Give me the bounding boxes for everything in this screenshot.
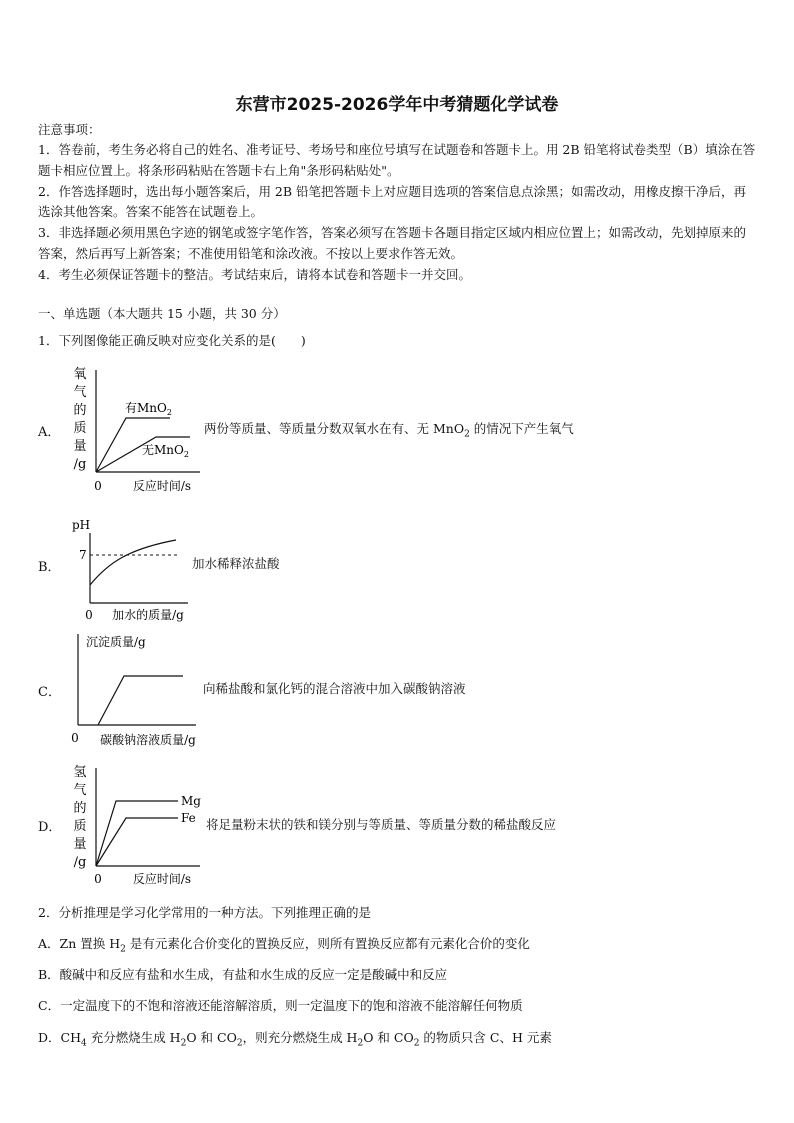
y-axis-label: 氧 (73, 367, 87, 382)
y-axis-label: 氢 (73, 765, 87, 780)
x-axis-label: 加水的质量/g (112, 608, 184, 622)
question-2-stem: 2．分析推理是学习化学常用的一种方法。下列推理正确的是 (38, 905, 371, 920)
option-a-graph (60, 362, 210, 497)
y-axis-label: 沉淀质量/g (86, 635, 146, 649)
curve-label-with-mno2: 有MnO$_2$ (125, 401, 172, 417)
x-axis-label: 反应时间/s (132, 479, 192, 493)
y-axis-label: pH (72, 518, 91, 532)
option-d-description: 将足量粉末状的铁和镁分别与等质量、等质量分数的稀盐酸反应 (206, 817, 557, 832)
notice-item: 3．非选择题必须用黑色字迹的钢笔或签字笔作答，答案必须写在答题卡各题目指定区域内相应位置上；如需改动，先划掉原来的答案，然后再写上新答案；不准使用铅笔和涂改液。不按以上要求作答无效。 (38, 225, 746, 261)
q2-option-a: A．Zn 置换 $H_2$ 是有元素化合价变化的置换反应，则所有置换反应都有元素化合价的变化 (38, 936, 530, 955)
page-title: 东营市2025-2026学年中考猜题化学试卷 (235, 95, 559, 115)
option-c-graph (66, 632, 206, 748)
y-axis-label: 质 (73, 819, 87, 834)
mg-curve (96, 801, 178, 866)
y-axis-label: 的 (73, 801, 87, 816)
option-a-description: 两份等质量、等质量分数双氧水在有、无 MnO$_2$ 的情况下产生氧气 (204, 421, 574, 440)
y-axis-label: 气 (73, 783, 87, 798)
y-axis-label: /g (73, 855, 87, 870)
q2-option-c: C．一定温度下的不饱和溶液还能溶解溶质，则一定温度下的饱和溶液不能溶解任何物质 (38, 998, 523, 1013)
curve-label-without-mno2: 无MnO$_2$ (142, 443, 189, 459)
section-heading: 一、单选题（本大题共 15 小题，共 30 分） (38, 306, 286, 321)
notice-item: 4．考生必须保证答题卡的整洁。考试结束后，请将本试卷和答题卡一并交回。 (38, 266, 471, 282)
notice-heading: 注意事项： (38, 122, 101, 137)
q2-option-b: B．酸碱中和反应有盐和水生成，有盐和水生成的反应一定是酸碱中和反应 (38, 967, 448, 982)
mg-label: Mg (181, 794, 201, 808)
notice-list (38, 140, 758, 286)
ph-curve (90, 540, 176, 585)
q2-option-d: D．$CH_4$ 充分燃烧生成 $H_2O$ 和 $CO_2$，则充分燃烧生成 $H_2O$ 和 $CO_2$ 的物质只含 C、H 元素 (38, 1030, 552, 1049)
origin-label: 0 (94, 479, 102, 493)
notice-item: 2．作答选择题时，选出每小题答案后，用 2B 铅笔把答题卡上对应题目选项的答案信息点涂黑；如需改动，用橡皮擦干净后，再选涂其他答案。答案不能答在试题卷上。 (38, 183, 747, 220)
question-1-stem: 1．下列图像能正确反映对应变化关系的是( ) (38, 333, 306, 348)
y-axis-label: 量 (73, 837, 87, 852)
option-b-graph (68, 513, 198, 625)
x-axis-label: 碳酸钠溶液质量/g (100, 733, 196, 747)
option-c-description: 向稀盐酸和氯化钙的混合溶液中加入碳酸钠溶液 (203, 681, 466, 696)
y-axis-label: /g (73, 457, 87, 472)
fe-label: Fe (181, 811, 196, 825)
y-axis-label: 质 (73, 421, 87, 436)
y-axis-label: 量 (73, 439, 87, 454)
origin-label: 0 (85, 608, 93, 622)
ph-7-label: 7 (79, 548, 87, 562)
option-b-description: 加水稀释浓盐酸 (192, 556, 280, 571)
origin-label: 0 (71, 731, 79, 745)
option-d-label: D． (38, 820, 62, 835)
option-a-label: A． (38, 425, 61, 440)
precipitate-curve (98, 676, 183, 725)
option-c-label: C． (38, 685, 61, 700)
option-b-label: B． (38, 560, 61, 575)
x-axis-label: 反应时间/s (132, 872, 192, 886)
y-axis-label: 气 (73, 385, 87, 400)
origin-label: 0 (94, 872, 102, 886)
y-axis-label: 的 (73, 403, 87, 418)
notice-item: 1．答卷前，考生务必将自己的姓名、准考证号、考场号和座位号填写在试题卷和答题卡上。用 2B 铅笔将试卷类型（B）填涂在答题卡相应位置上。将条形码粘贴在答题卡右上角"条形码粘贴处"。 (38, 142, 756, 178)
option-d-graph (60, 760, 210, 890)
